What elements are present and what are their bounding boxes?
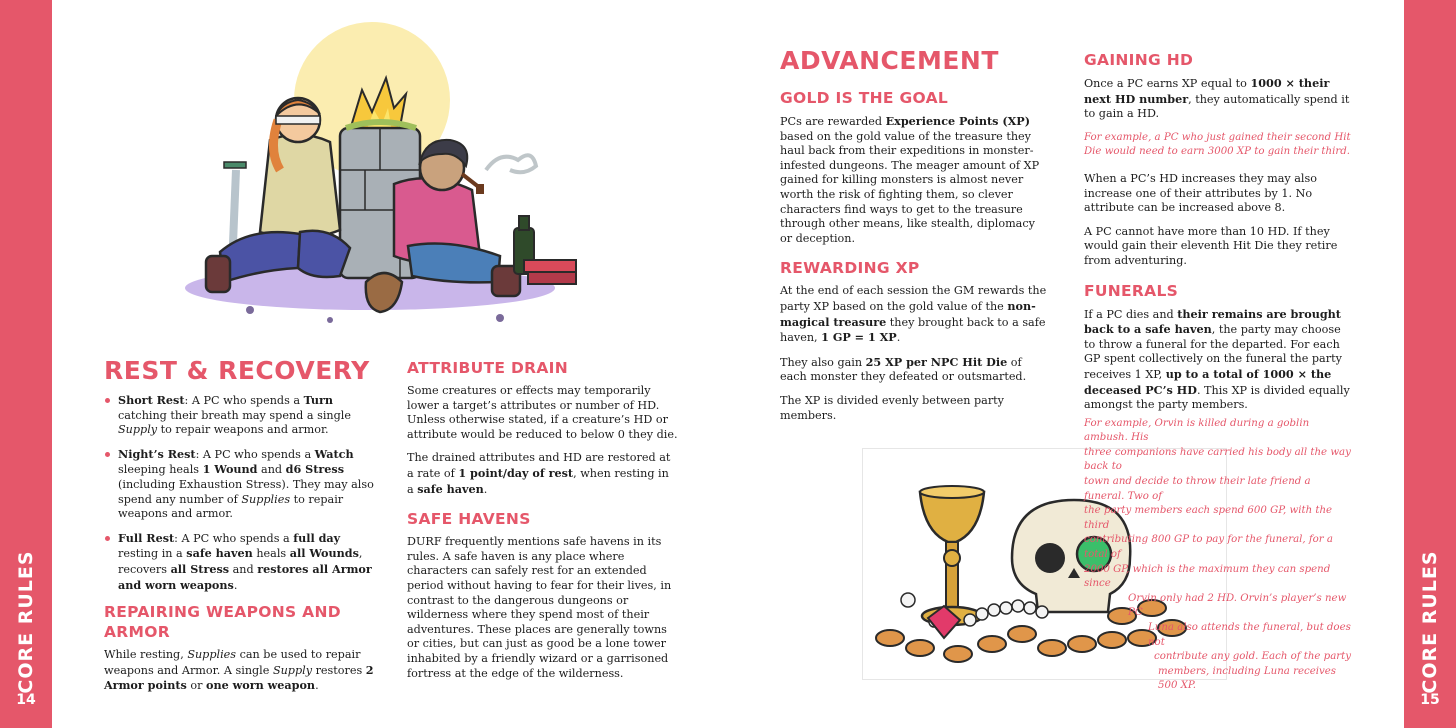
example-line: three companions have carried his body all the way back to	[1084, 446, 1351, 473]
list-item: Night’s Rest: A PC who spends a Watch sleeping heals 1 Wound and d6 Stress (including Exhaustion Stress). They may also spend any number of Supplies to repair weapons and armor.	[104, 447, 376, 522]
npc-hit-die-paragraph: They also gain 25 XP per NPC Hit Die of each monster they defeated or outsmarted.	[780, 354, 1027, 384]
funeral-example	[1084, 417, 1354, 694]
rest-list	[104, 393, 376, 593]
chapter-label: CORE RULES	[15, 550, 37, 694]
advancement-column	[780, 46, 1050, 432]
attribute-increase-paragraph: When a PC’s HD increases they may also increase one of their attributes by 1. No attribute can be increased above 8.	[1084, 171, 1317, 215]
max-hd-paragraph: A PC cannot have more than 10 HD. If they would gain their eleventh Hit Die they retire from adventuring.	[1084, 224, 1338, 267]
gold-goal-heading: GOLD IS THE GOAL	[780, 89, 949, 107]
attribute-drain-heading: ATTRIBUTE DRAIN	[407, 359, 568, 377]
repairing-heading: REPAIRING WEAPONS AND ARMOR	[104, 603, 341, 642]
repairing-paragraph: While resting, Supplies can be used to repair weapons and Armor. A single Supply restores 2 Armor points or one worn weapon.	[104, 648, 374, 693]
list-item: Short Rest: A PC who spends a Turn catching their breath may spend a single Supply to repair weapons and armor.	[104, 393, 376, 438]
example-line: contribute any gold. Each of the party	[1154, 651, 1351, 663]
advancement-heading: ADVANCEMENT	[780, 46, 999, 75]
gold-goal-paragraph: PCs are rewarded Experience Points (XP) based on the gold value of the treasure they haul back from their expeditions in monster-infested dungeons. The meager amount of XP gained for killing monsters is almost never worth the risk of fighting them, so clever characters find ways to get to the treasure through other means, like stealth, diplomacy or deception.	[780, 114, 1040, 245]
funerals-heading: FUNERALS	[1084, 281, 1179, 300]
drain-paragraph: Some creatures or effects may temporarily lower a target’s attributes or number of HD. Unless otherwise stated, if a creature’s HD or attribute would be reduced to below 0 they die.	[407, 384, 678, 441]
rewarding-xp-paragraph: At the end of each session the GM rewards the party XP based on the gold value of the non-magical treasure they brought back to a safe haven, 1 GP = 1 XP.	[780, 284, 1047, 345]
rest-column	[104, 356, 376, 703]
example-line: For example, Orvin is killed during a goblin ambush. His	[1084, 417, 1310, 444]
example-line: Orvin only had 2 HD. Orvin’s player’s new PC	[1128, 592, 1347, 619]
example-line: 2000 GP, which is the maximum they can spend since	[1084, 563, 1331, 590]
gaining-hd-paragraph: Once a PC earns XP equal to 1000 × their next HD number, they automatically spend it to gain a HD.	[1084, 76, 1350, 121]
rewarding-xp-heading: REWARDING XP	[780, 259, 920, 278]
example-line: town and decide to throw their late friend a funeral. Two of	[1084, 476, 1311, 502]
chapter-label: CORE RULES	[1419, 550, 1441, 694]
example-line: contributing 800 GP to pay for the funeral, for a total of	[1084, 534, 1333, 561]
left-sidebar	[0, 0, 52, 728]
page-number: 14	[16, 692, 36, 708]
right-sidebar	[1404, 0, 1456, 728]
example-line: members, including Luna receives 500 XP.	[1158, 665, 1337, 692]
list-item: Full Rest: A PC who spends a full day resting in a safe haven heals all Wounds, recovers all Stress and restores all Armor and worn weapons.	[104, 531, 376, 593]
drain-paragraph-2: The drained attributes and HD are restored at a rate of 1 point/day of rest, when resting in a safe haven.	[407, 451, 671, 496]
gaining-example: For example, a PC who just gained their second Hit Die would need to earn 3000 XP to gain their third.	[1084, 131, 1351, 158]
example-line: Luna also attends the funeral, but does not	[1148, 622, 1351, 648]
example-line: the party members each spend 600 GP, with the third	[1084, 505, 1333, 531]
resting-adventurers-illustration	[180, 20, 580, 340]
gaining-hd-heading: GAINING HD	[1084, 51, 1194, 69]
funerals-paragraph: If a PC dies and their remains are brought back to a safe haven, the party may choose to throw a funeral for the departed. For each GP spent collectively on the funeral the party receives 1 XP, up to a total of 1000 × the deceased PC’s HD. This XP is divided equally amongst the party members.	[1084, 306, 1350, 412]
safe-havens-paragraph: DURF frequently mentions safe havens in its rules. A safe haven is any place where characters can safely rest for an extended period without having to fear for their lives, in contrast to the dangerous dungeons or wilderness where they spend most of their adventures. These places are generally towns or cities, but can just as good be a lone tower inhabited by a friendly wizard or a garrisoned fortress at the edge of the wilderness.	[407, 535, 672, 680]
drain-column	[407, 358, 679, 690]
xp-divided-paragraph: The XP is divided evenly between party members.	[780, 393, 1004, 422]
safe-havens-heading: SAFE HAVENS	[407, 510, 531, 529]
page-number: 15	[1420, 692, 1440, 708]
rest-recovery-heading: REST & RECOVERY	[104, 356, 370, 385]
gaining-column	[1084, 50, 1354, 694]
